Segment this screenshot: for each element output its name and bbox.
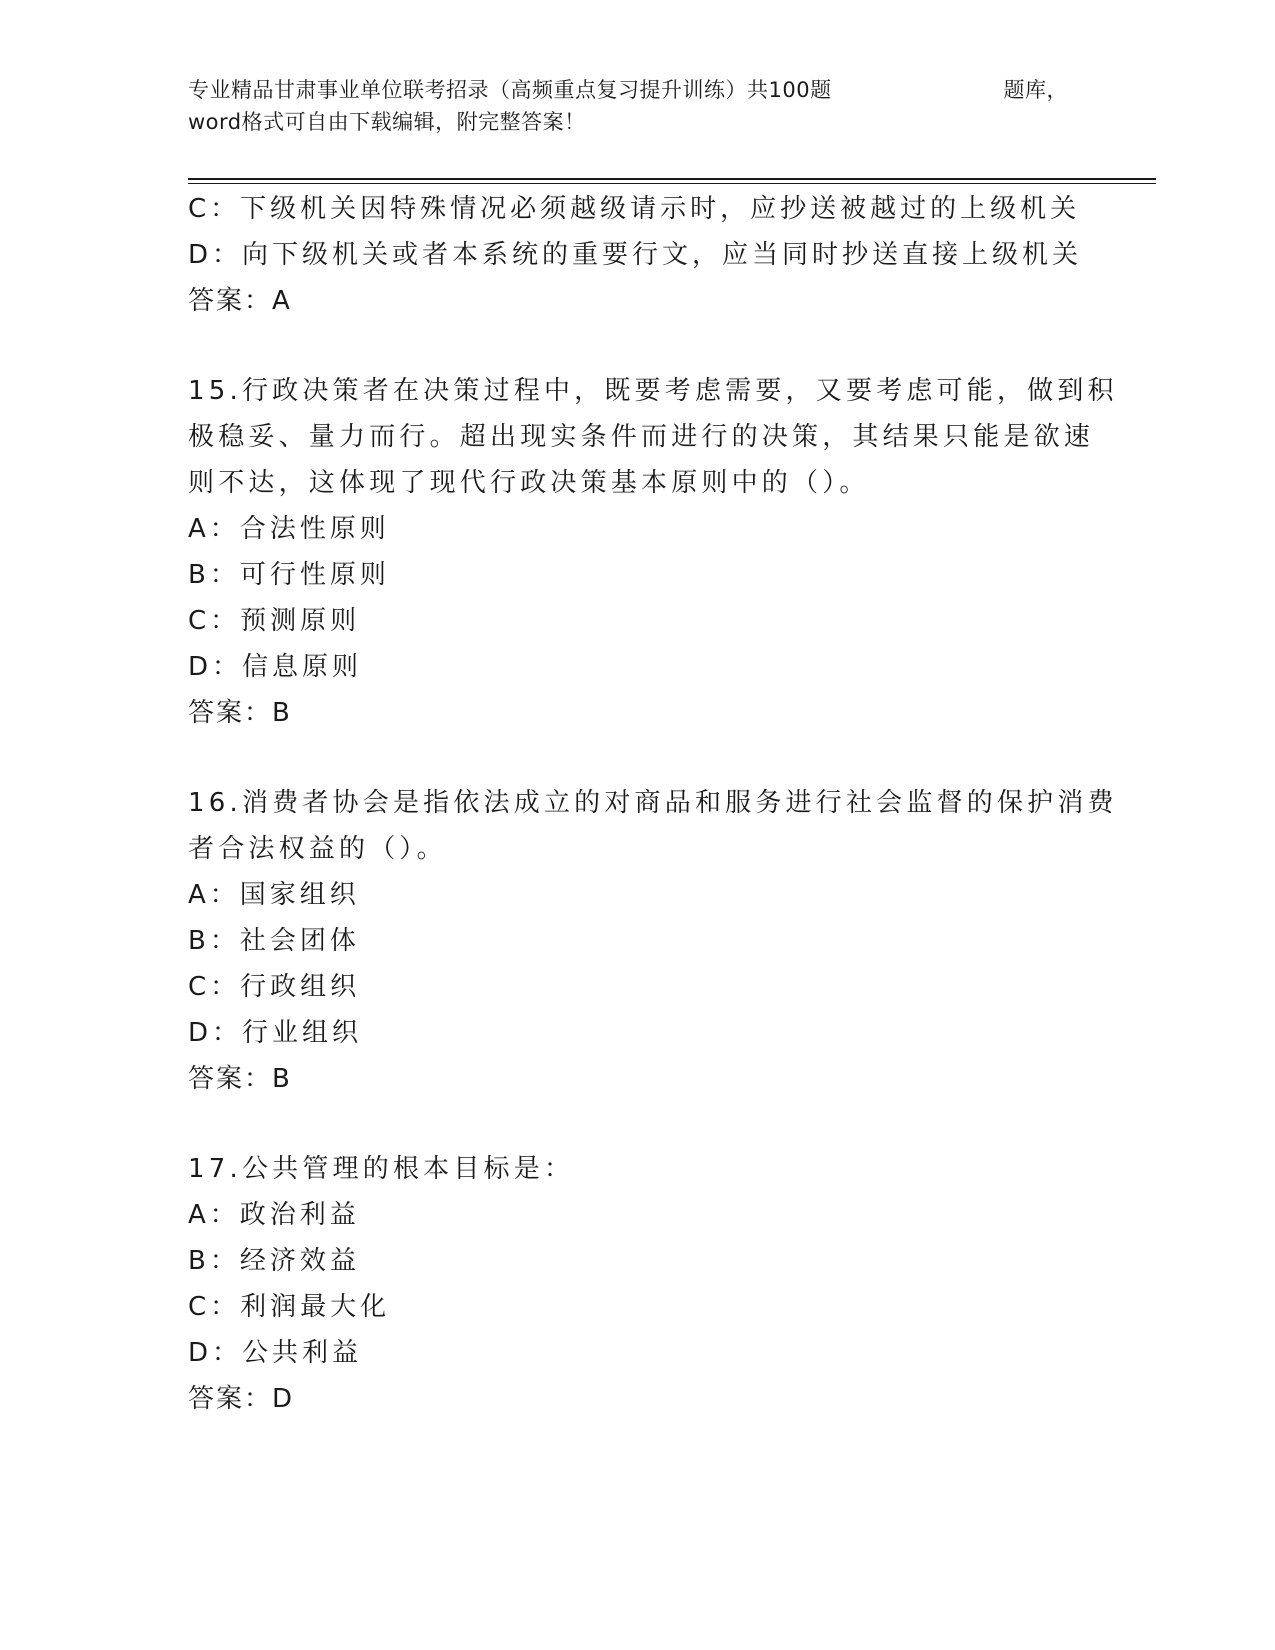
question-gap (188, 1102, 1088, 1146)
option-c: C：下级机关因特殊情况必须越级请示时，应抄送被越过的上级机关 (188, 194, 1081, 224)
option-d: D：公共利益 (188, 1338, 363, 1368)
header-divider-thin (188, 183, 1156, 184)
answer-line: 答案：A (188, 286, 292, 316)
option-c: C：行政组织 (188, 972, 361, 1002)
question-stem: 极稳妥、量力而行。超出现实条件而进行的决策，其结果只能是欲速 (188, 422, 1095, 452)
header-title: 专业精品甘肃事业单位联考招录（高频重点复习提升训练）共100题 (188, 78, 832, 102)
option-d: D：信息原则 (188, 652, 363, 682)
question-stem: 17.公共管理的根本目标是： (188, 1154, 575, 1184)
option-b: B：社会团体 (188, 926, 360, 956)
option-d: D：行业组织 (188, 1018, 363, 1048)
question-stem: 15.行政决策者在决策过程中，既要考虑需要，又要考虑可能，做到积 (188, 376, 1118, 406)
option-a: A：国家组织 (188, 880, 360, 910)
option-c: C：利润最大化 (188, 1292, 391, 1322)
answer-line: 答案：B (188, 698, 292, 728)
question-stem: 者合法权益的（）。 (188, 834, 447, 864)
header-title-suffix: 题库， (1003, 78, 1068, 102)
option-a: A：合法性原则 (188, 514, 390, 544)
question-gap (188, 324, 1088, 368)
option-b: B：经济效益 (188, 1246, 360, 1276)
question-block-17 (188, 1146, 1088, 1422)
question-block-15 (188, 368, 1118, 736)
question-gap (188, 736, 1088, 780)
answer-line: 答案：B (188, 1064, 292, 1094)
header-line-1 (188, 74, 1068, 106)
option-d: D：向下级机关或者本系统的重要行文，应当同时抄送直接上级机关 (188, 240, 1083, 270)
header-subtitle: word格式可自由下载编辑，附完整答案！ (188, 110, 586, 134)
option-c: C：预测原则 (188, 606, 361, 636)
question-block-14 (188, 186, 1088, 324)
question-content (188, 186, 1118, 1422)
option-b: B：可行性原则 (188, 560, 390, 590)
answer-line: 答案：D (188, 1384, 295, 1414)
question-stem: 16.消费者协会是指依法成立的对商品和服务进行社会监督的保护消费 (188, 788, 1118, 818)
header-divider-thick (188, 178, 1156, 180)
question-stem: 则不达，这体现了现代行政决策基本原则中的（）。 (188, 468, 870, 498)
question-block-16 (188, 780, 1118, 1102)
page-header (188, 74, 1068, 138)
option-a: A：政治利益 (188, 1200, 360, 1230)
